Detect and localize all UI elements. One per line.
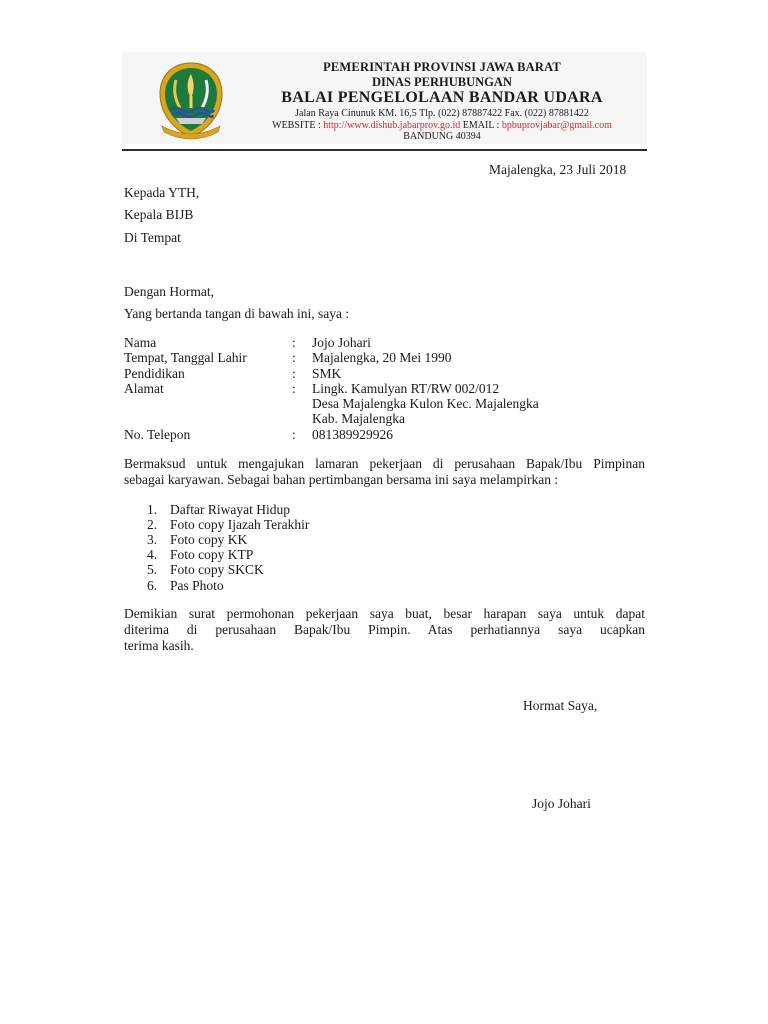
- closing-line-1: Demikian surat permohonan pekerjaan saya buat, besar harapan saya untuk dapat: [124, 606, 645, 621]
- list-number: 5.: [147, 562, 158, 577]
- field-label: No. Telepon: [124, 427, 191, 442]
- list-item: Daftar Riwayat Hidup: [170, 502, 290, 517]
- field-label: Nama: [124, 335, 157, 350]
- list-number: 6.: [147, 578, 158, 593]
- field-separator: :: [292, 366, 296, 381]
- field-value: Majalengka, 20 Mei 1990: [312, 350, 452, 365]
- letterhead-government: PEMERINTAH PROVINSI JAWA BARAT: [323, 60, 561, 74]
- field-label: Pendidikan: [124, 366, 185, 381]
- list-item: Foto copy Ijazah Terakhir: [170, 517, 310, 532]
- field-value: SMK: [312, 366, 342, 381]
- recipient-line-2: Kepala BIJB: [124, 207, 194, 222]
- letterhead-city: BANDUNG 40394: [403, 131, 481, 142]
- list-item: Foto copy KK: [170, 532, 248, 547]
- email-link[interactable]: bpbuprovjabar@gmail.com: [501, 120, 612, 131]
- purpose-line-2: sebagai karyawan. Sebagai bahan pertimbangan bersama ini saya melampirkan :: [124, 472, 559, 487]
- list-number: 3.: [147, 532, 158, 547]
- letterhead-office: BALAI PENGELOLAAN BANDAR UDARA: [281, 89, 603, 106]
- salutation: Dengan Hormat,: [124, 284, 214, 299]
- list-number: 2.: [147, 517, 158, 532]
- field-separator: :: [292, 381, 296, 396]
- letterhead-divider: [122, 149, 647, 151]
- website-link[interactable]: http://www.dishub.jabarprov.go.id: [323, 120, 461, 131]
- field-value: Jojo Johari: [312, 335, 371, 350]
- recipient-line-3: Di Tempat: [124, 230, 181, 245]
- field-separator: :: [292, 427, 296, 442]
- closing-line-2: diterima di perusahaan Bapak/Ibu Pimpin. Atas perhatiannya saya ucapkan: [124, 622, 645, 637]
- field-value-continued: Desa Majalengka Kulon Kec. Majalengka: [312, 396, 539, 411]
- letterhead-address: Jalan Raya Cinunuk KM. 16,5 Tlp. (022) 87887422 Fax. (022) 87881422: [295, 108, 589, 119]
- email-label: EMAIL :: [460, 120, 502, 131]
- closing-line-3: terima kasih.: [124, 638, 194, 653]
- intro-text: Yang bertanda tangan di bawah ini, saya :: [124, 306, 350, 321]
- letter-date: Majalengka, 23 Juli 2018: [489, 162, 627, 177]
- field-separator: :: [292, 335, 296, 350]
- field-label: Alamat: [124, 381, 164, 396]
- recipient-line-1: Kepada YTH,: [124, 185, 200, 200]
- list-item: Foto copy SKCK: [170, 562, 264, 577]
- website-label: WEBSITE :: [272, 120, 324, 131]
- signoff: Hormat Saya,: [523, 698, 598, 713]
- letterhead: [122, 52, 647, 144]
- list-item: Pas Photo: [170, 578, 224, 593]
- list-item: Foto copy KTP: [170, 547, 254, 562]
- signer-name: Jojo Johari: [532, 796, 591, 811]
- field-label: Tempat, Tanggal Lahir: [124, 350, 247, 365]
- letterhead-department: DINAS PERHUBUNGAN: [372, 75, 512, 89]
- west-java-emblem-icon: [156, 60, 226, 140]
- list-number: 4.: [147, 547, 158, 562]
- purpose-line-1: Bermaksud untuk mengajukan lamaran pekerjaan di perusahaan Bapak/Ibu Pimpinan: [124, 456, 645, 471]
- field-value: Lingk. Kamulyan RT/RW 002/012: [312, 381, 500, 396]
- field-separator: :: [292, 350, 296, 365]
- field-value-continued: Kab. Majalengka: [312, 411, 405, 426]
- field-value: 081389929926: [312, 427, 393, 442]
- letterhead-contact: [242, 120, 642, 131]
- list-number: 1.: [147, 502, 158, 517]
